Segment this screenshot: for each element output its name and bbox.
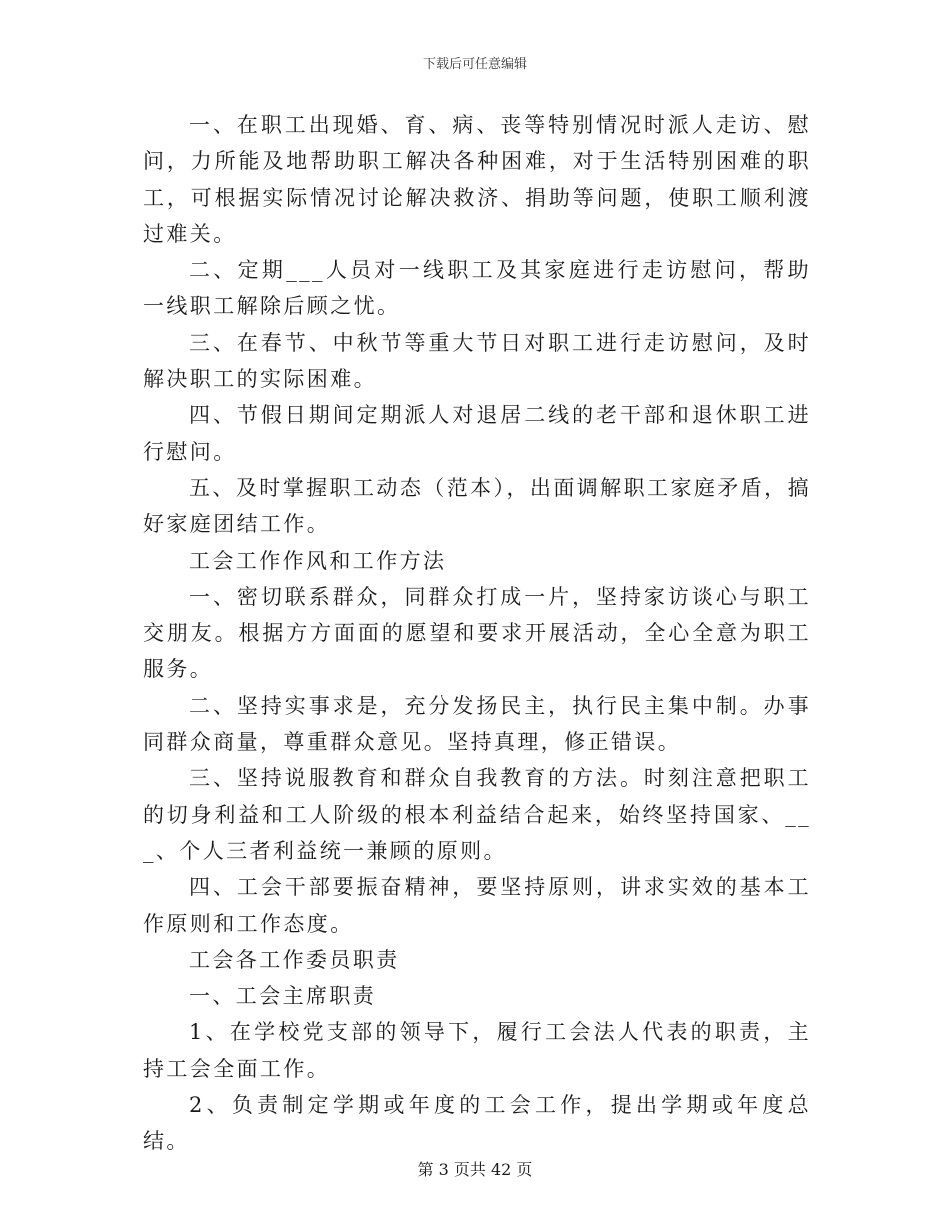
paragraph-frontline-visits: 二、定期___人员对一线职工及其家庭进行走访慰问，帮助一线职工解除后顾之忧。 <box>143 258 811 319</box>
page-number: 第 3 页共 42 页 <box>417 1160 533 1179</box>
paragraph-retiree-visits: 四、节假日期间定期派人对退居二线的老干部和退休职工进行慰问。 <box>143 403 811 464</box>
page-header: 下载后可任意编辑 <box>422 57 527 72</box>
section-heading-work-style: 工会工作作风和工作方法 <box>189 548 447 573</box>
paragraph-duty-2: 2、负责制定学期或年度的工会工作，提出学期或年度总结。 <box>143 1093 811 1154</box>
paragraph-cadre-spirit: 四、工会干部要振奋精神，要坚持原则，讲求实效的基本工作原则和工作态度。 <box>143 875 811 936</box>
paragraph-visit-special-circumstances: 一、在职工出现婚、育、病、丧等特别情况时派人走访、慰问，力所能及地帮助职工解决各种困难，对于生活特别困难的职工，可根据实际情况讨论解决救济、捐助等问题，使职工顺利渡过难关。 <box>143 113 811 246</box>
paragraph-duty-1: 1、在学校党支部的领导下，履行工会法人代表的职责，主持工会全面工作。 <box>143 1020 811 1081</box>
paragraph-family-mediation: 五、及时掌握职工动态（范本），出面调解职工家庭矛盾，搞好家庭团结工作。 <box>143 475 811 537</box>
section-heading-committee-duties: 工会各工作委员职责 <box>189 947 400 972</box>
paragraph-persuasion-education: 三、坚持说服教育和群众自我教育的方法。时刻注意把职工的切身利益和工人阶级的根本利益结合起来，始终坚持国家、___、个人三者利益统一兼顾的原则。 <box>143 766 811 863</box>
document-body <box>143 107 811 1160</box>
subheading-chairman-duties: 一、工会主席职责 <box>189 984 377 1009</box>
paragraph-holiday-visits: 三、在春节、中秋节等重大节日对职工进行走访慰问，及时解决职工的实际困难。 <box>143 330 811 392</box>
paragraph-contact-masses: 一、密切联系群众，同群众打成一片，坚持家访谈心与职工交朋友。根据方方面面的愿望和要求开展活动，全心全意为职工服务。 <box>143 584 811 682</box>
paragraph-seek-truth: 二、坚持实事求是，充分发扬民主，执行民主集中制。办事同群众商量，尊重群众意见。坚持真理，修正错误。 <box>143 693 811 755</box>
